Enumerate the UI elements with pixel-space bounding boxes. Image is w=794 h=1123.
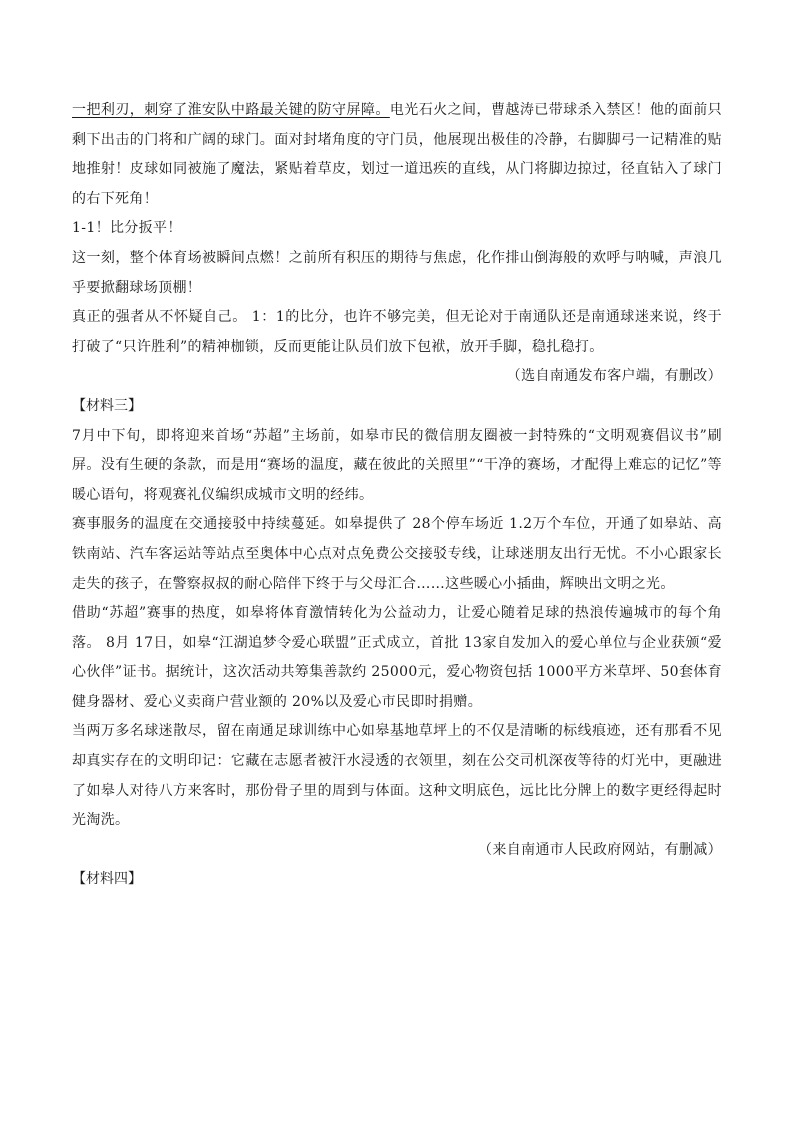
material2-paragraph-1 [72, 96, 722, 214]
material2-source: （选自南通发布客户端，有删改） [506, 368, 722, 385]
material3-paragraph-2: 赛事服务的温度在交通接驳中持续蔓延。如皋提供了 28个停车场近 1.2万个车位，开通了如皋站、高铁南站、汽车客运站等站点至奥体中心点对点免费公交接驳专线，让球迷朋友出行无忧。不小心跟家长走失的孩子，在警察叔叔的耐心陪伴下终于与父母汇合……这些暖心小插曲，辉映出文明之光。 [72, 516, 722, 592]
material2-paragraph-2: 1-1！比分扳平！ [72, 220, 182, 237]
material2-paragraph-3: 这一刻，整个体育场被瞬间点燃！之前所有积压的期待与焦虑，化作排山倒海般的欢呼与呐喊，声浪几乎要掀翻球场顶棚！ [72, 249, 722, 296]
paragraph-text: 电光石火之间，曹越涛已带球杀入禁区！他的面前只剩下出击的门将和广阔的球门。面对封堵角度的守门员，他展现出极佳的冷静，右脚脚弓一记精准的贴地推射！皮球如同被施了魔法，紧贴着草皮，划过一道迅疾的直线，从门将脚边掠过，径直钻入了球门的右下死角！ [72, 102, 722, 207]
material3-paragraph-1: 7月中下旬，即将迎来首场“苏超”主场前，如皋市民的微信朋友圈被一封特殊的“文明观赛倡议书”刷屏。没有生硬的条款，而是用“赛场的温度，藏在彼此的关照里”“干净的赛场，才配得上难忘的记忆”等暖心语句，将观赛礼仪编织成城市文明的经纬。 [72, 427, 722, 503]
material2-paragraph-4: 真正的强者从不怀疑自己。 1：1的比分，也许不够完美，但无论对于南通队还是南通球迷来说，终于打破了“只许胜利”的精神枷锁，反而更能让队员们放下包袱，放开手脚，稳扎稳打。 [72, 309, 722, 355]
material3-paragraph-4: 当两万多名球迷散尽，留在南通足球训练中心如皋基地草坪上的不仅是清晰的标线痕迹，还有那看不见却真实存在的文明印记：它藏在志愿者被汗水浸透的衣领里，刻在公交司机深夜等待的灯光中，更融进了如皋人对待八方来客时，那份骨子里的周到与体面。这种文明底色，远比比分牌上的数字更经得起时光淘洗。 [72, 723, 722, 829]
document-page [72, 96, 722, 895]
material3-source: （来自南通市人民政府网站，有删减） [478, 841, 722, 858]
underlined-phrase: 一把利刃，刺穿了淮安队中路最关键的防守屏障。 [72, 102, 390, 118]
material3-heading: 【材料三】 [72, 397, 142, 414]
material4-heading: 【材料四】 [72, 871, 142, 888]
material3-paragraph-3: 借助“苏超”赛事的热度，如皋将体育激情转化为公益动力，让爱心随着足球的热浪传遍城市的每个角落。 8月 17日，如皋“江湖追梦令爱心联盟”正式成立，首批 13家自发加入的爱心单位与企业获颁“爱心伙伴”证书。据统计，这次活动共筹集善款约 25000元，爱心物资包括 1000平方米草坪、50套体育健身器材、爱心义卖商户营业额的 20%以及爱心市民即时捐赠。 [72, 605, 722, 710]
